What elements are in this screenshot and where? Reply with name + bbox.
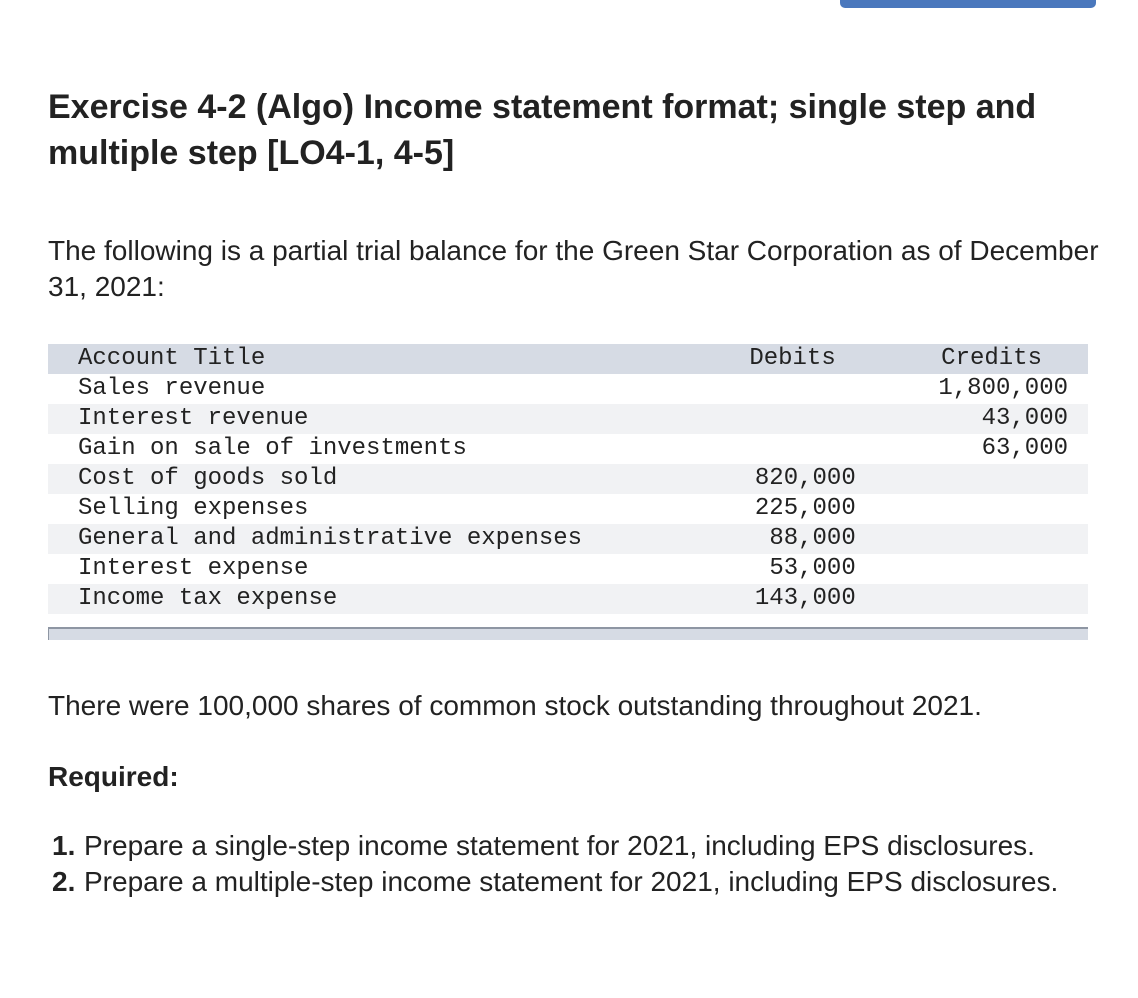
- account-title-cell: Selling expenses: [78, 495, 309, 522]
- table-row: [48, 434, 1088, 464]
- debit-cell: 225,000: [754, 495, 856, 522]
- credit-cell: [856, 494, 1088, 524]
- account-title-cell: General and administrative expenses: [78, 525, 583, 552]
- trial-balance-table: [48, 344, 1088, 614]
- table-row: [48, 464, 1088, 494]
- debit-cell: 820,000: [754, 465, 856, 492]
- required-item-number: 1.: [52, 830, 76, 861]
- account-title-cell: Sales revenue: [78, 375, 266, 402]
- exercise-intro: The following is a partial trial balance for the Green Star Corporation as of December 31, 2021:: [48, 235, 1099, 302]
- shares-outstanding-note: There were 100,000 shares of common stock outstanding throughout 2021.: [48, 690, 982, 721]
- table-row: [48, 374, 1088, 404]
- exercise-title: Exercise 4-2 (Algo) Income statement format; single step and multiple step [LO4-1, 4-5]: [48, 88, 1037, 172]
- table-row: [48, 494, 1088, 524]
- credit-cell: [856, 524, 1088, 554]
- required-heading: Required:: [48, 761, 179, 792]
- table-footer-bar: [48, 627, 1088, 640]
- header-account-title: Account Title: [78, 345, 266, 372]
- account-title-cell: Income tax expense: [78, 585, 338, 612]
- required-list: [48, 828, 1088, 900]
- credit-cell: 43,000: [981, 405, 1068, 432]
- account-title-cell: Interest revenue: [78, 405, 309, 432]
- credit-cell: 63,000: [981, 435, 1068, 462]
- required-item-1: [48, 828, 1088, 864]
- table-header-row: [48, 344, 1088, 374]
- account-title-cell: Cost of goods sold: [78, 465, 338, 492]
- top-accent-bar[interactable]: [840, 0, 1096, 8]
- header-debits: Debits: [749, 345, 836, 372]
- debit-cell: 53,000: [769, 555, 856, 582]
- credit-cell: [856, 584, 1088, 614]
- required-item-2: [48, 864, 1088, 900]
- credit-cell: [856, 464, 1088, 494]
- credit-cell: [856, 554, 1088, 584]
- credit-cell: 1,800,000: [938, 375, 1068, 402]
- table-row: [48, 404, 1088, 434]
- required-item-text: Prepare a multiple-step income statement for 2021, including EPS disclosures.: [84, 866, 1059, 897]
- required-item-text: Prepare a single-step income statement for 2021, including EPS disclosures.: [84, 830, 1035, 861]
- debit-cell: 88,000: [769, 525, 856, 552]
- debit-cell: [709, 374, 856, 404]
- table-row: [48, 584, 1088, 614]
- header-credits: Credits: [941, 345, 1042, 372]
- table-row: [48, 524, 1088, 554]
- required-item-number: 2.: [52, 866, 76, 897]
- debit-cell: [709, 434, 856, 464]
- debit-cell: [709, 404, 856, 434]
- account-title-cell: Interest expense: [78, 555, 309, 582]
- account-title-cell: Gain on sale of investments: [78, 435, 467, 462]
- debit-cell: 143,000: [754, 585, 856, 612]
- table-row: [48, 554, 1088, 584]
